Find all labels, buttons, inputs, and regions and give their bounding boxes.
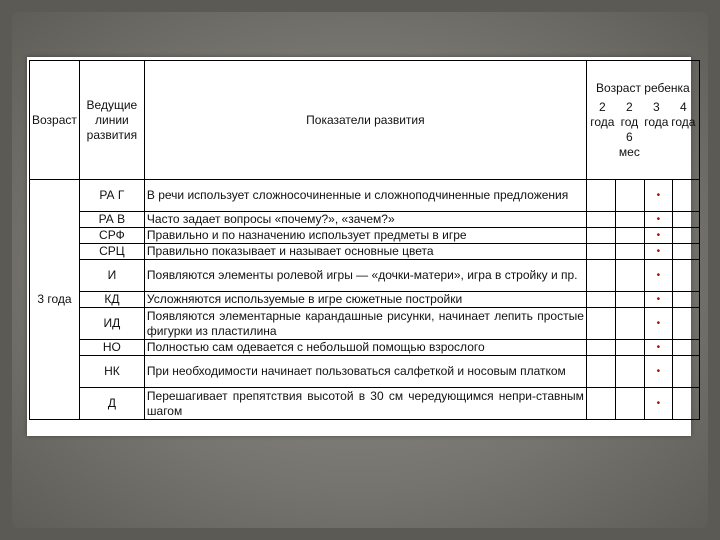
age-cell	[615, 180, 644, 212]
group-age: 3 года	[30, 180, 80, 420]
mark-bullet: •	[644, 356, 672, 388]
age-cell	[586, 292, 615, 308]
age-cell	[615, 308, 644, 340]
mark-bullet: •	[644, 308, 672, 340]
header-lines: Ведущие линии развития	[79, 61, 144, 180]
line-code: Д	[79, 388, 144, 420]
indicator-text: Появляются элементарные карандашные рисунки, начинает лепить простые фигурки из пластилина	[144, 308, 586, 340]
mark-bullet: •	[644, 228, 672, 244]
age-cell	[672, 340, 699, 356]
line-code: ИД	[79, 308, 144, 340]
indicator-text: Усложняются используемые в игре сюжетные постройки	[144, 292, 586, 308]
age-cell	[586, 356, 615, 388]
indicator-text: Правильно показывает и называет основные цвета	[144, 244, 586, 260]
mark-bullet: •	[644, 340, 672, 356]
age-cell	[586, 212, 615, 228]
line-code: РА В	[79, 212, 144, 228]
header-age-col: 2 год 6 мес	[618, 99, 640, 159]
age-cell	[615, 228, 644, 244]
age-cell	[615, 260, 644, 292]
header-age: Возраст	[30, 61, 80, 180]
table-row	[30, 260, 700, 292]
age-cell	[672, 260, 699, 292]
age-cell	[672, 292, 699, 308]
indicator-text: В речи использует сложносочиненные и сложноподчиненные предложения	[144, 180, 586, 212]
line-code: КД	[79, 292, 144, 308]
line-code: НО	[79, 340, 144, 356]
age-cell	[586, 340, 615, 356]
line-code: СРЦ	[79, 244, 144, 260]
indicator-text: Полностью сам одевается с небольшой помощью взрослого	[144, 340, 586, 356]
indicator-text: Правильно и по назначению использует предметы в игре	[144, 228, 586, 244]
header-child-age-title: Возраст ребенка	[596, 80, 690, 95]
age-cell	[672, 228, 699, 244]
age-cell	[586, 388, 615, 420]
indicator-text: Появляются элементы ролевой игры — «дочки-матери», игра в стройку и пр.	[144, 260, 586, 292]
table-header-row	[30, 61, 700, 180]
age-cell	[615, 244, 644, 260]
mark-bullet: •	[644, 388, 672, 420]
age-cell	[586, 244, 615, 260]
mark-bullet: •	[644, 260, 672, 292]
age-cell	[586, 308, 615, 340]
indicator-text: При необходимости начинает пользоваться салфеткой и носовым платком	[144, 356, 586, 388]
development-table	[29, 60, 700, 420]
age-cell	[615, 212, 644, 228]
header-age-col: 2 года	[590, 99, 615, 129]
mark-bullet: •	[644, 212, 672, 228]
table-row	[30, 388, 700, 420]
mark-bullet: •	[644, 180, 672, 212]
table-row	[30, 292, 700, 308]
age-cell	[615, 356, 644, 388]
age-cell	[672, 244, 699, 260]
line-code: И	[79, 260, 144, 292]
line-code: СРФ	[79, 228, 144, 244]
indicator-text: Часто задает вопросы «почему?», «зачем?»	[144, 212, 586, 228]
line-code: НК	[79, 356, 144, 388]
age-cell	[672, 388, 699, 420]
table-row	[30, 244, 700, 260]
age-cell	[672, 212, 699, 228]
age-cell	[672, 180, 699, 212]
table-row	[30, 228, 700, 244]
header-child-age	[586, 61, 699, 180]
mark-bullet: •	[644, 244, 672, 260]
table-row	[30, 180, 700, 212]
table-row	[30, 212, 700, 228]
table-row	[30, 308, 700, 340]
line-code: РА Г	[79, 180, 144, 212]
age-cell	[586, 228, 615, 244]
age-cell	[615, 340, 644, 356]
indicator-text: Перешагивает препятствия высотой в 30 см чередующимся непри-ставным шагом	[144, 388, 586, 420]
table-row	[30, 340, 700, 356]
age-cell	[586, 260, 615, 292]
age-cell	[586, 180, 615, 212]
age-cell	[672, 308, 699, 340]
age-cell	[615, 388, 644, 420]
header-indicators: Показатели развития	[144, 61, 586, 180]
mark-bullet: •	[644, 292, 672, 308]
age-cell	[615, 292, 644, 308]
header-age-col: 4 года	[671, 99, 696, 129]
header-age-col: 3 года	[644, 99, 669, 129]
table-row	[30, 356, 700, 388]
age-cell	[672, 356, 699, 388]
